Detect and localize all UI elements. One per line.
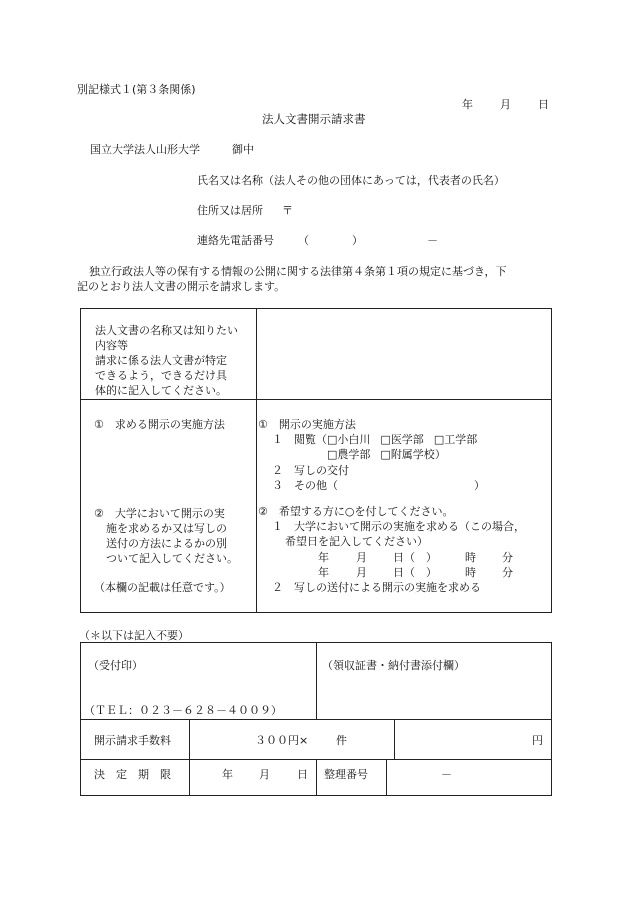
method-option-copy: ２ 写しの交付 [272,464,349,477]
addressee-honorific: 御中 [232,143,254,156]
fee-count-unit: 件 [336,734,347,747]
method-option-inspection-row2: □農学部 □附属学校） [327,448,446,461]
schedule-row-1-year: 年 [318,551,329,564]
fee-yen: 円 [532,734,543,747]
fee-amount: ３００円× [255,734,309,747]
method-title: ① 開示の実施方法 [258,418,356,431]
decision-day: 日 [297,768,308,781]
schedule-row-1-month: 月 [356,551,367,564]
applicant-phone-label: 連絡先電話番号 [197,234,274,247]
fee-label: 開示請求手数料 [94,734,171,747]
request-option-onsite: １ 大学において開示の実施を求める（この場合， [272,520,525,533]
page-title: 法人文書開示請求書 [262,112,366,126]
request-title: ② 希望する方に○を付してください。 [258,505,454,518]
intro-line-2: 記のとおり法人文書の開示を請求します。 [77,280,286,293]
date-day-label: 日 [538,98,549,111]
addressee-name: 国立大学法人山形大学 [90,143,200,156]
document-name-label: 法人文書の名称又は知りたい 内容等 請求に係る法人文書が特定 できるよう，できるだけ具 体的に記入してください。 [95,324,238,397]
decision-year: 年 [222,768,233,781]
applicant-address-label: 住所又は居所 [197,204,263,217]
schedule-row-2-close: ） [426,566,437,579]
applicant-name-label: 氏名又は名称（法人その他の団体にあっては，代表者の氏名） [197,174,505,187]
receipt-attach-label: （領収証書・納付書添付欄） [322,659,465,672]
form-number: 別記様式１(第３条関係) [77,83,196,96]
schedule-row-1-hour: 時 [465,551,476,564]
method-label: ① 求める開示の実施方法 [94,418,225,431]
schedule-row-1-minute: 分 [502,551,513,564]
date-year-label: 年 [462,98,473,111]
intro-line-1: 独立行政法人等の保有する情報の公開に関する法律第４条第１項の規定に基づき，下 [89,265,507,278]
checkbox-icon[interactable]: □ [327,433,338,446]
schedule-row-1-day: 日（ [393,551,415,564]
reference-number-dash: － [441,768,452,781]
decision-deadline-label: 決 定 期 限 [94,768,171,781]
request-option-onsite-note: 希望日を記入してください） [285,535,428,548]
decision-month: 月 [259,768,270,781]
date-month-label: 月 [500,98,511,111]
receipt-stamp-label: （受付印） [88,659,143,672]
method-option-other-close: ） [474,479,485,492]
schedule-row-2-minute: 分 [502,566,513,579]
phone-close-paren: ） [352,234,363,247]
schedule-row-2-month: 月 [356,566,367,579]
checkbox-icon[interactable]: □ [433,433,445,446]
method-option-other: ３ その他（ [272,479,338,492]
request-label: ② 大学において開示の実 施を求めるか又は写しの 送付の方法によるかの別 ついて記入してください。 [94,507,238,565]
checkbox-icon[interactable]: □ [380,448,391,461]
schedule-row-1-close: ） [426,551,437,564]
schedule-row-2-hour: 時 [465,566,476,579]
reference-number-label: 整理番号 [324,768,368,781]
request-option-mail: ２ 写しの送付による開示の実施を求める [272,581,481,594]
postal-mark: 〒 [282,204,293,217]
phone-open-paren: （ [298,234,309,247]
schedule-row-2-day: 日（ [393,566,415,579]
checkbox-icon[interactable]: □ [380,433,391,446]
office-tel: （ＴＥＬ：０２３－６２８－４００９） [84,704,282,717]
document-name-field[interactable] [258,310,550,398]
checkbox-icon[interactable]: □ [327,448,338,461]
optional-note: （本欄の記載は任意です。） [94,581,231,594]
method-option-inspection: １ 閲覧（□小白川 □医学部 □工学部 [272,433,478,446]
schedule-row-2-year: 年 [318,566,329,579]
phone-dash: － [427,234,438,247]
office-use-note: （＊以下は記入不要） [79,629,189,642]
